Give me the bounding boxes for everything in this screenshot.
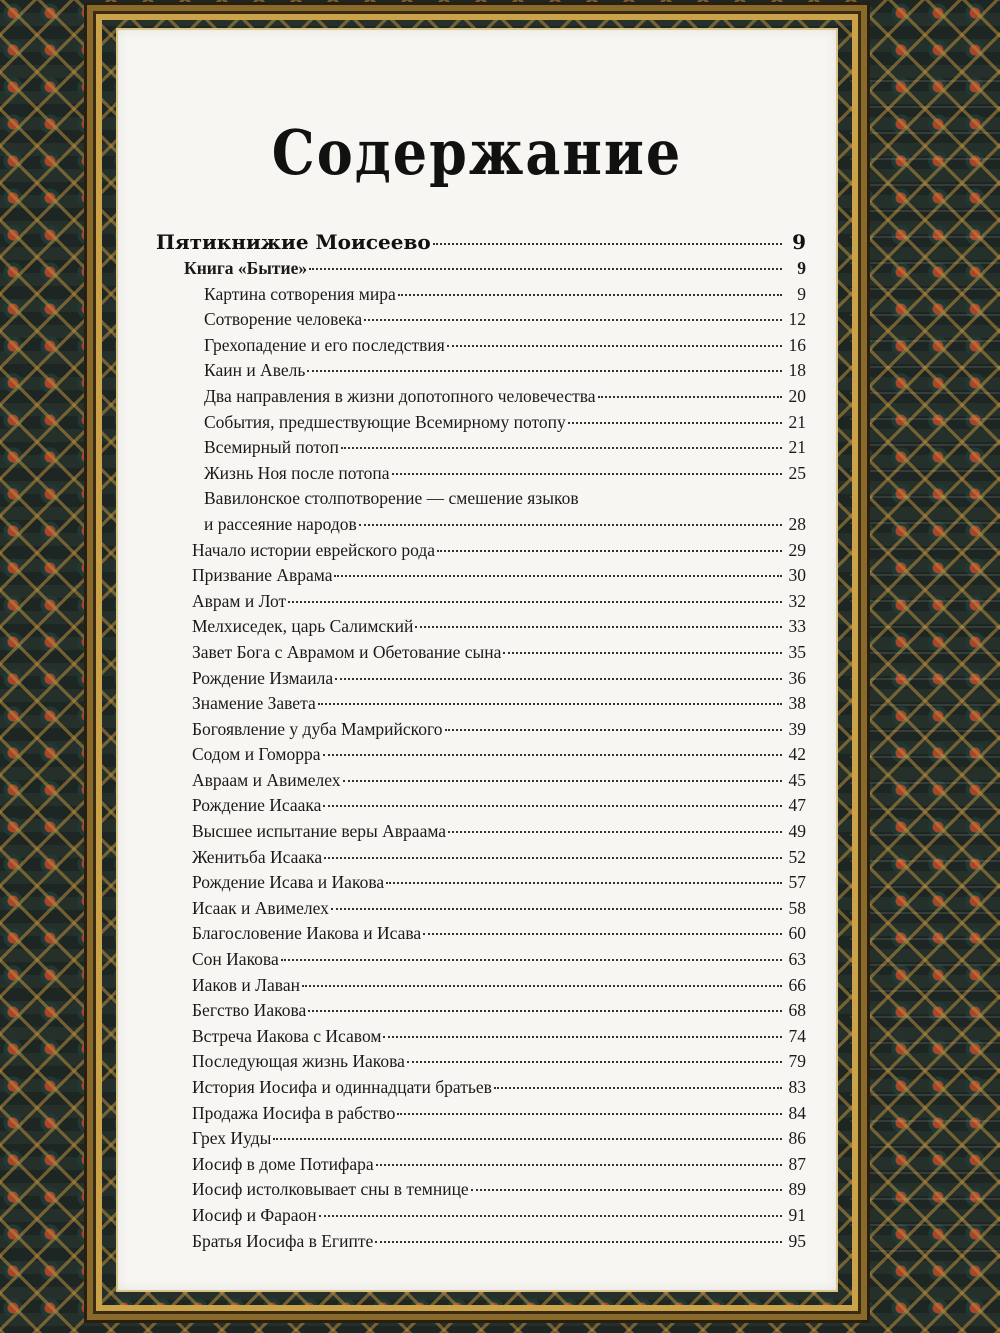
- toc-leader: [343, 780, 782, 782]
- toc-entry-label: Сотворение человека: [204, 309, 363, 330]
- toc-entry-label: Рождение Исаака: [192, 795, 322, 816]
- toc-entry: [156, 358, 806, 384]
- toc-entry: [156, 1152, 806, 1178]
- toc-leader: [334, 575, 782, 577]
- toc-part: [156, 230, 806, 256]
- toc-entry: [156, 614, 806, 640]
- toc-entry-label: Содом и Гоморра: [192, 744, 321, 765]
- toc-entry: [156, 973, 806, 999]
- toc-leader: [364, 319, 782, 321]
- toc-entry-page: 9: [797, 283, 806, 304]
- toc-entry: [156, 1203, 806, 1229]
- toc-entry: [156, 538, 806, 564]
- toc-entry-label: Высшее испытание веры Авраама: [192, 821, 447, 842]
- toc-entry-label-cont: и рассеяние народов: [204, 513, 357, 534]
- toc-entry-page: 49: [788, 821, 806, 842]
- toc-entry: [156, 282, 806, 308]
- toc-entry: [156, 1049, 806, 1075]
- toc-entry-label: Авраам и Авимелех: [192, 769, 341, 790]
- toc-entry-page: 86: [788, 1128, 806, 1149]
- toc-entry-label: Иаков и Лаван: [192, 974, 300, 995]
- toc-entry-label: Всемирный потоп: [204, 437, 339, 458]
- toc-entry-page: 21: [788, 411, 806, 432]
- toc-entry: [156, 1024, 806, 1050]
- toc-entry: [156, 1177, 806, 1203]
- toc-entry-page: 91: [788, 1204, 806, 1225]
- toc-leader: [288, 601, 782, 603]
- toc-leader: [383, 1036, 782, 1038]
- toc-entry: [156, 384, 806, 410]
- toc-leader: [445, 729, 782, 731]
- toc-leader: [433, 243, 782, 245]
- toc-leader: [494, 1087, 782, 1089]
- toc-leader: [375, 1241, 782, 1243]
- toc-entry: [156, 486, 806, 512]
- toc-leader: [376, 1164, 782, 1166]
- toc-entry-label: Рождение Измаила: [192, 667, 334, 688]
- toc-book-label: Книга «Бытие»: [184, 258, 308, 278]
- toc-entry-page: 66: [788, 974, 806, 995]
- toc-part-page: 9: [792, 230, 806, 254]
- toc-entry-page: 89: [788, 1179, 806, 1200]
- toc-entry-page: 60: [788, 923, 806, 944]
- toc-entry-label: Завет Бога с Аврамом и Обетование сына: [192, 641, 502, 662]
- toc-leader: [386, 882, 782, 884]
- toc-entry: [156, 1126, 806, 1152]
- toc-leader: [323, 805, 782, 807]
- toc-entry: [156, 947, 806, 973]
- toc-entry: [156, 819, 806, 845]
- toc-entry: [156, 410, 806, 436]
- toc-entry-label: Жизнь Ноя после потопа: [204, 462, 390, 483]
- toc-leader: [335, 678, 782, 680]
- toc-entry: [156, 691, 806, 717]
- toc-entry-label: Вавилонское столпотворение — смешение языков: [204, 488, 579, 509]
- toc-entry-page: 21: [788, 437, 806, 458]
- toc-entry-page: 28: [788, 513, 806, 534]
- page-title: Содержание: [271, 115, 683, 189]
- toc-leader: [392, 473, 782, 475]
- toc-leader: [397, 1113, 782, 1115]
- toc-entry-label: Иосиф и Фараон: [192, 1204, 317, 1225]
- toc-entry: [156, 896, 806, 922]
- toc-entry-label: Картина сотворения мира: [204, 283, 396, 304]
- background-page-text: [850, 80, 1000, 1260]
- toc-entry-label: Последующая жизнь Иакова: [192, 1051, 405, 1072]
- toc-entry-page: 33: [788, 616, 806, 637]
- toc-entry: [156, 870, 806, 896]
- toc-entry: [156, 845, 806, 871]
- toc-leader: [407, 1061, 782, 1063]
- toc-entry-label: Рождение Исава и Иакова: [192, 872, 385, 893]
- toc-entry-label: События, предшествующие Всемирному потопу: [204, 411, 566, 432]
- toc-entry-label: Богоявление у дуба Мамрийского: [192, 718, 443, 739]
- toc-entry: [156, 307, 806, 333]
- toc-entry: [156, 333, 806, 359]
- toc-entry-page: 57: [788, 872, 806, 893]
- toc-entry-label: Аврам и Лот: [192, 590, 287, 611]
- toc-book: [156, 256, 806, 282]
- toc-leader: [437, 550, 782, 552]
- toc-entry-page: 87: [788, 1153, 806, 1174]
- toc-entry-continuation: [156, 512, 806, 538]
- toc-entry: [156, 563, 806, 589]
- toc-entry-label: Братья Иосифа в Египте: [192, 1230, 374, 1251]
- toc-entry: [156, 717, 806, 743]
- toc-entry: [156, 640, 806, 666]
- toc-leader: [423, 933, 782, 935]
- toc-leader: [503, 652, 782, 654]
- toc-entry-page: 68: [788, 1000, 806, 1021]
- toc-leader: [341, 447, 782, 449]
- toc-entry-page: 29: [788, 539, 806, 560]
- toc-leader: [447, 345, 782, 347]
- toc-leader: [273, 1138, 782, 1140]
- toc-leader: [323, 754, 782, 756]
- toc-leader: [302, 985, 782, 987]
- toc-entry-page: 35: [788, 641, 806, 662]
- toc-entry-page: 20: [788, 385, 806, 406]
- toc-leader: [448, 831, 782, 833]
- toc-entry-page: 74: [788, 1025, 806, 1046]
- toc-leader: [331, 908, 782, 910]
- toc-entry-label: Каин и Авель: [204, 360, 306, 381]
- toc-entry: [156, 998, 806, 1024]
- toc-leader: [324, 857, 782, 859]
- toc-entry-page: 18: [788, 360, 806, 381]
- toc-entry-page: 47: [788, 795, 806, 816]
- toc-entry-label: Сон Иакова: [192, 949, 279, 970]
- toc-entry-label: Знамение Завета: [192, 693, 316, 714]
- toc-entry-page: 58: [788, 897, 806, 918]
- toc-entry: [156, 921, 806, 947]
- toc-entry-page: 38: [788, 693, 806, 714]
- toc-entry-page: 83: [788, 1077, 806, 1097]
- toc-entry-page: 84: [788, 1102, 806, 1123]
- toc-entry-page: 25: [788, 462, 806, 483]
- toc-entry-page: 32: [788, 590, 806, 611]
- toc-entry-label: Два направления в жизни допотопного человечества: [204, 385, 596, 406]
- toc-entry-label: Призвание Аврама: [192, 565, 333, 586]
- toc-entry: [156, 1101, 806, 1127]
- toc-entry-page: 36: [788, 667, 806, 688]
- toc-leader: [309, 268, 782, 270]
- toc-entry: [156, 1229, 806, 1255]
- toc-entry-page: 45: [788, 769, 806, 790]
- toc-leader: [319, 1215, 782, 1217]
- toc-book-page: 9: [797, 258, 806, 278]
- toc-entry-page: 30: [788, 565, 806, 586]
- toc-entry: [156, 768, 806, 794]
- toc-part-label: Пятикнижие Моисеево: [156, 230, 431, 254]
- table-of-contents: [156, 230, 806, 1254]
- toc-leader: [359, 524, 782, 526]
- toc-entry-label: Мелхиседек, царь Салимский: [192, 616, 414, 637]
- toc-leader: [281, 959, 782, 961]
- toc-entry: [156, 793, 806, 819]
- toc-leader: [318, 703, 782, 705]
- toc-entry-label: Встреча Иакова с Исавом: [192, 1025, 382, 1046]
- toc-entry: [156, 1075, 806, 1101]
- toc-leader: [415, 626, 782, 628]
- toc-leader: [398, 294, 782, 296]
- toc-entry-label: Продажа Иосифа в рабство: [192, 1102, 396, 1123]
- toc-entry-page: 42: [788, 744, 806, 765]
- toc-entry-page: 52: [788, 846, 806, 867]
- toc-leader: [308, 1010, 782, 1012]
- toc-entry: [156, 742, 806, 768]
- toc-entry: [156, 435, 806, 461]
- toc-entry-label: Женитьба Исаака: [192, 846, 323, 867]
- toc-entry-label: Грехопадение и его последствия: [204, 334, 445, 355]
- toc-entry: [156, 666, 806, 692]
- toc-entry-label: Благословение Иакова и Исава: [192, 923, 422, 944]
- toc-entry-label: Грех Иуды: [192, 1128, 272, 1149]
- toc-entry-label: Начало истории еврейского рода: [192, 539, 436, 560]
- toc-entry-label: Иосиф в доме Потифара: [192, 1153, 374, 1174]
- toc-entry: [156, 589, 806, 615]
- toc-leader: [471, 1189, 782, 1191]
- toc-entry-page: 12: [788, 309, 806, 330]
- toc-entry-label: Иосиф истолковывает сны в темнице: [192, 1179, 469, 1200]
- toc-entry-label: Исаак и Авимелех: [192, 897, 329, 918]
- toc-entry-page: 79: [788, 1051, 806, 1072]
- toc-entry-page: 39: [788, 718, 806, 739]
- toc-entry: [156, 461, 806, 487]
- contents-sheet: [116, 28, 838, 1292]
- toc-entry-page: 63: [788, 949, 806, 970]
- toc-entry-label: Бегство Иакова: [192, 1000, 307, 1021]
- toc-entry-label: История Иосифа и одиннадцати братьев: [192, 1077, 492, 1097]
- toc-leader: [568, 422, 782, 424]
- toc-leader: [598, 396, 782, 398]
- toc-leader: [307, 370, 782, 372]
- toc-entry-page: 16: [788, 334, 806, 355]
- toc-entry-page: 95: [788, 1230, 806, 1251]
